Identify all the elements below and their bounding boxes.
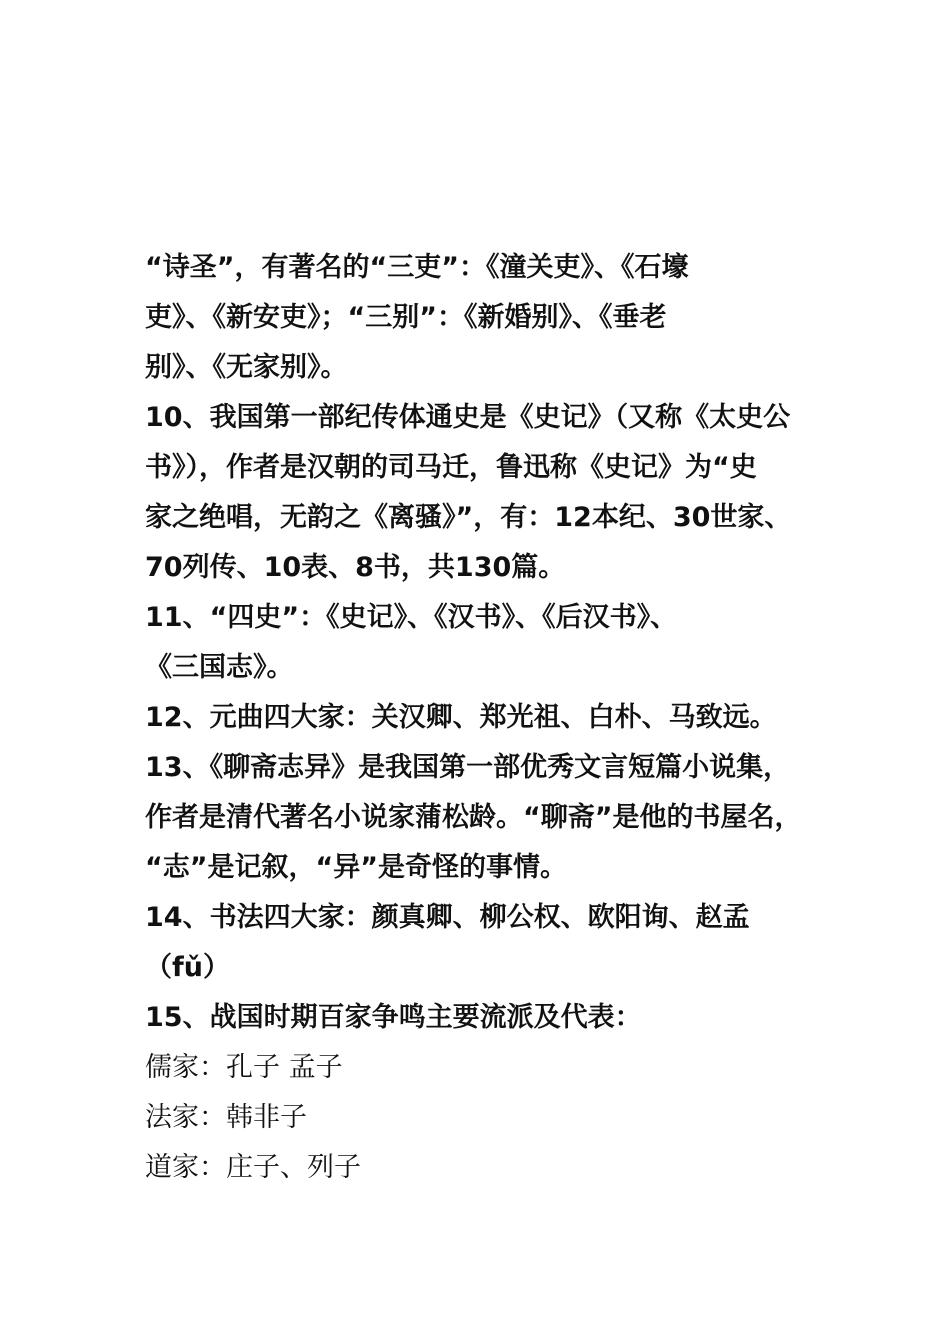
text-line: 别》、《无家别》。 (145, 352, 348, 383)
text-line: 儒家：孔子 孟子 (145, 1052, 343, 1083)
text-line: 家之绝唱，无韵之《离骚》”，有：12本纪、30世家、 (145, 502, 792, 533)
text-line: 70列传、10表、8书，共130篇。 (145, 552, 566, 583)
text-line: 12、元曲四大家：关汉卿、郑光祖、白朴、马致远。 (145, 702, 777, 733)
text-line: 15、战国时期百家争鸣主要流派及代表： (145, 1002, 642, 1033)
document-body (145, 243, 865, 1193)
text-line: 14、书法四大家：颜真卿、柳公权、欧阳询、赵孟 (145, 902, 750, 933)
text-line: （fǔ） (145, 952, 230, 983)
text-line: 作者是清代著名小说家蒲松龄。“聊斋”是他的书屋名， (145, 802, 802, 833)
text-line: 10、我国第一部纪传体通史是《史记》（又称《太史公 (145, 402, 791, 433)
text-line: 11、“四史”：《史记》、《汉书》、《后汉书》、 (145, 602, 678, 633)
text-line: 法家：韩非子 (145, 1102, 307, 1133)
text-line: 道家：庄子、列子 (145, 1152, 361, 1183)
text-line: “诗圣”，有著名的“三吏”：《潼关吏》、《石壕 (145, 252, 689, 283)
text-line: 吏》、《新安吏》；“三别”：《新婚别》、《垂老 (145, 302, 667, 333)
text-line: 13、《聊斋志异》是我国第一部优秀文言短篇小说集， (145, 752, 791, 783)
text-line: 《三国志》。 (145, 652, 294, 683)
text-line: “志”是记叙，“异”是奇怪的事情。 (145, 852, 567, 883)
text-line: 书》），作者是汉朝的司马迁，鲁迅称《史记》为“史 (145, 452, 757, 483)
